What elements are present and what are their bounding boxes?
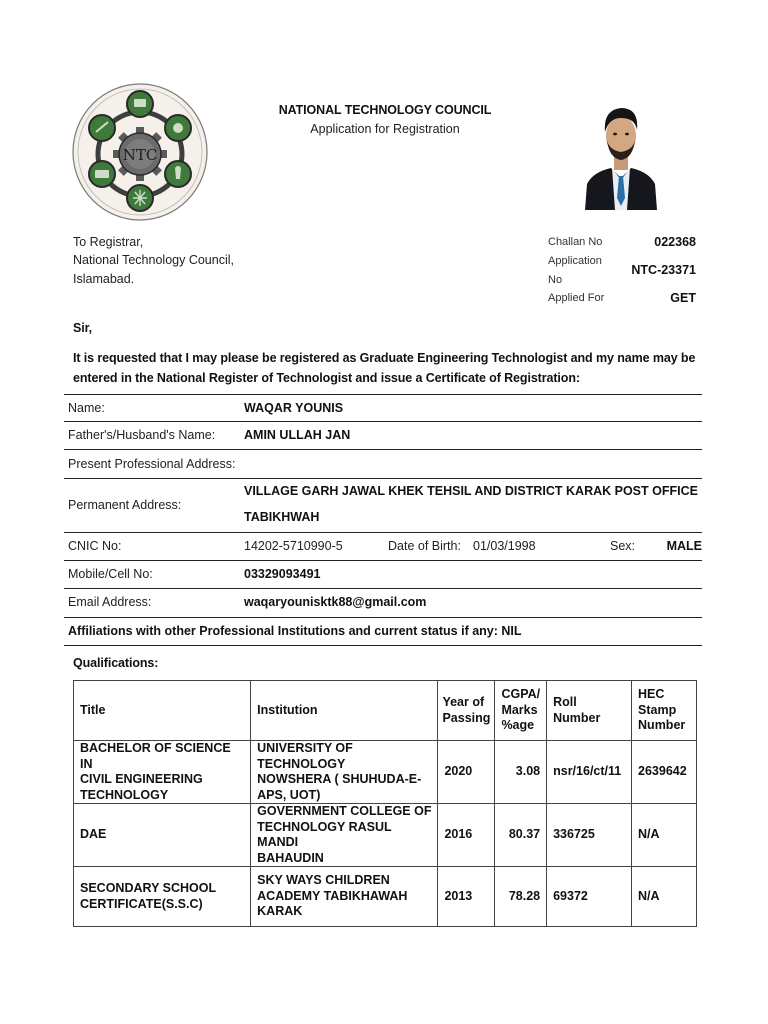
cell-roll: nsr/16/ct/11	[547, 741, 632, 804]
cell-cgpa: 3.08	[495, 741, 547, 804]
col-title: Title	[74, 681, 251, 741]
col-year: Year of Passing	[438, 681, 495, 741]
col-cgpa: CGPA/ Marks %age	[495, 681, 547, 741]
cnic-row	[64, 533, 702, 561]
col-roll-number: Roll Number	[547, 681, 632, 741]
challan-label: Challan No	[548, 236, 603, 248]
name-label: Name:	[68, 401, 105, 415]
ntc-logo	[71, 82, 209, 222]
organization-name: NATIONAL TECHNOLOGY COUNCIL	[278, 103, 492, 117]
cell-year: 2020	[438, 741, 495, 804]
recipient-line-1: To Registrar,	[73, 235, 144, 249]
father-label: Father's/Husband's Name:	[68, 428, 216, 442]
affiliations-text: Affiliations with other Professional Institutions and current status if any: NIL	[68, 624, 522, 638]
applicant-photo	[583, 88, 659, 210]
col-institution: Institution	[251, 681, 438, 741]
challan-value: 022368	[654, 235, 696, 249]
permanent-address-row	[64, 479, 702, 533]
dob-label: Date of Birth:	[388, 539, 461, 553]
email-value: waqaryounisktk88@gmail.com	[244, 595, 427, 609]
sex-label: Sex:	[610, 539, 636, 553]
cell-cgpa: 80.37	[495, 804, 547, 867]
request-line-2: entered in the National Register of Technologist and issue a Certificate of Registration:	[73, 371, 580, 385]
cell-title: DAE	[74, 804, 251, 867]
father-value: AMIN ULLAH JAN	[244, 428, 351, 442]
sex-value: MALE	[666, 539, 702, 553]
permanent-address-line-2: TABIKHWAH	[244, 510, 320, 524]
email-row	[64, 589, 702, 618]
cell-hec: N/A	[632, 867, 697, 927]
applied-for-value: GET	[670, 291, 696, 305]
cell-hec: N/A	[632, 804, 697, 867]
father-row	[64, 422, 702, 450]
request-line-1: It is requested that I may please be registered as Graduate Engineering Technologist and my name may be	[73, 351, 696, 365]
recipient-line-3: Islamabad.	[73, 272, 135, 286]
cell-hec: 2639642	[632, 741, 697, 804]
cell-institution: GOVERNMENT COLLEGE OF TECHNOLOGY RASUL MANDI BAHAUDIN	[251, 804, 438, 867]
application-value: NTC-23371	[631, 263, 696, 277]
qualifications-table	[73, 680, 697, 927]
salutation: Sir,	[73, 321, 93, 335]
mobile-row	[64, 561, 702, 589]
mobile-label: Mobile/Cell No:	[68, 567, 153, 581]
name-row	[64, 394, 702, 422]
table-row	[74, 867, 697, 927]
cnic-value: 14202-5710990-5	[244, 539, 343, 553]
col-hec-stamp: HEC Stamp Number	[632, 681, 697, 741]
cell-institution: SKY WAYS CHILDREN ACADEMY TABIKHAWAH KARAK	[251, 867, 438, 927]
email-label: Email Address:	[68, 595, 152, 609]
logo-ntc-text: NTC	[122, 146, 158, 164]
cell-year: 2016	[438, 804, 495, 867]
application-label: Application	[548, 255, 602, 267]
cell-roll: 336725	[547, 804, 632, 867]
application-subtitle: Application for Registration	[310, 122, 460, 136]
applied-for-label: Applied For	[548, 292, 605, 304]
table-row	[74, 741, 697, 804]
present-address-label: Present Professional Address:	[68, 457, 236, 471]
cnic-label: CNIC No:	[68, 539, 122, 553]
qualifications-heading: Qualifications:	[73, 656, 159, 670]
table-row	[74, 804, 697, 867]
dob-value: 01/03/1998	[473, 539, 536, 553]
affiliations-row	[64, 618, 702, 646]
present-address-row	[64, 450, 702, 479]
cell-title: BACHELOR OF SCIENCE IN CIVIL ENGINEERING TECHNOLOGY	[74, 741, 251, 804]
permanent-address-line-1: VILLAGE GARH JAWAL KHEK TEHSIL AND DISTRICT KARAK POST OFFICE	[244, 484, 698, 498]
cell-cgpa: 78.28	[495, 867, 547, 927]
cell-roll: 69372	[547, 867, 632, 927]
permanent-address-label: Permanent Address:	[68, 498, 182, 512]
cell-title: SECONDARY SCHOOL CERTIFICATE(S.S.C)	[74, 867, 251, 927]
application-label-no: No	[548, 274, 563, 286]
cell-year: 2013	[438, 867, 495, 927]
recipient-line-2: National Technology Council,	[73, 253, 234, 267]
mobile-value: 03329093491	[244, 567, 321, 581]
name-value: WAQAR YOUNIS	[244, 401, 344, 415]
cell-institution: UNIVERSITY OF TECHNOLOGY NOWSHERA ( SHUHUDA-E- APS, UOT)	[251, 741, 438, 804]
table-header-row	[74, 681, 697, 741]
